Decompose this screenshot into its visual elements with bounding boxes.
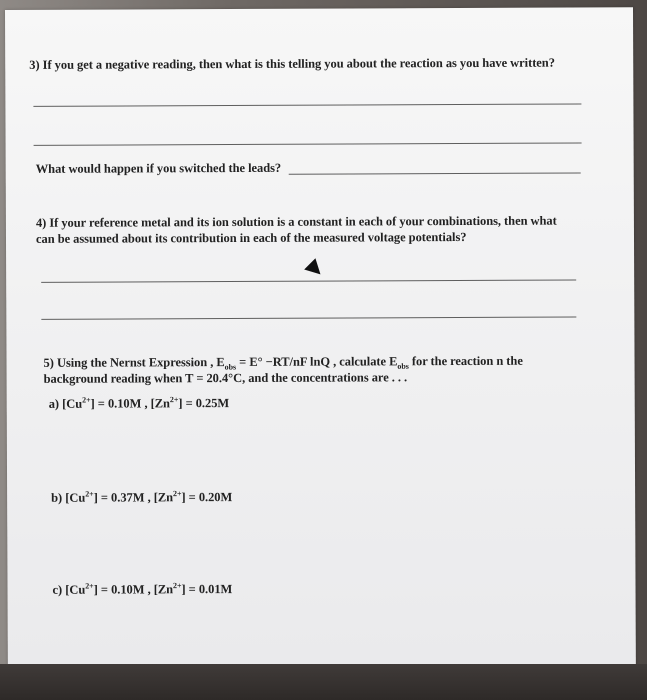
- item-a-zn: 0.25M: [195, 396, 230, 411]
- question-3-label: 3): [29, 57, 40, 72]
- question-3-followup: What would happen if you switched the leads?: [35, 160, 282, 176]
- question-3-text: If you get a negative reading, then what is this telling you about the reaction as you have written?: [42, 55, 555, 72]
- question-4-label: 4): [35, 215, 47, 230]
- equals-symbol: =: [239, 354, 247, 369]
- concentration-item-c: c) $[Cu^{2+}] = 0.10M$ , $[Zn^{2+}] = 0.01M$: [52, 581, 233, 597]
- worksheet-page: [5, 7, 636, 674]
- item-a-cu: 0.10M: [107, 396, 142, 411]
- item-c-label: c): [52, 582, 63, 597]
- mouse-cursor-icon: [304, 258, 326, 280]
- item-c-cu: 0.10M: [111, 582, 145, 597]
- concentration-item-b: b) $[Cu^{2+}] = 0.37M$ , $[Zn^{2+}] = 0.20M$: [51, 489, 233, 505]
- answer-line-3a: [33, 103, 581, 106]
- concentration-item-a: a) $[Cu^{2+}] = 0.10M$ , $[Zn^{2+}] = 0.25M$: [48, 395, 230, 411]
- item-c-zn: 0.01M: [198, 582, 233, 597]
- question-4-text-1: If your reference metal and its ion solution is a constant in each of your combinations, then what: [49, 213, 557, 230]
- photo-shadow-area: [0, 664, 647, 700]
- question-3: [29, 55, 555, 74]
- obs-subscript: obs: [224, 362, 237, 372]
- question-4-line-2: can be assumed about its contribution in each of the measured voltage potentials?: [35, 229, 467, 246]
- question-5-label: 5): [43, 355, 54, 370]
- item-b-zn: 0.20M: [198, 490, 233, 505]
- item-a-label: a): [48, 396, 60, 411]
- answer-line-3b: [34, 142, 582, 145]
- answer-line-3-followup: [289, 172, 581, 174]
- answer-line-4a: [41, 280, 576, 283]
- obs-subscript-2: obs: [397, 361, 409, 371]
- e-symbol: E: [216, 355, 225, 370]
- item-b-cu: 0.37M: [111, 490, 145, 505]
- nernst-formula: E° −RT/nF lnQ , calculate E: [249, 354, 398, 369]
- question-5-prefix: Using the Nernst Expression ,: [56, 355, 214, 370]
- answer-line-4b: [41, 317, 576, 320]
- item-b-label: b): [51, 490, 63, 505]
- question-5-suffix: for the reaction n the: [411, 353, 523, 369]
- question-5-line-2: background reading when T = 20.4°C, and the concentrations are . . .: [43, 370, 408, 386]
